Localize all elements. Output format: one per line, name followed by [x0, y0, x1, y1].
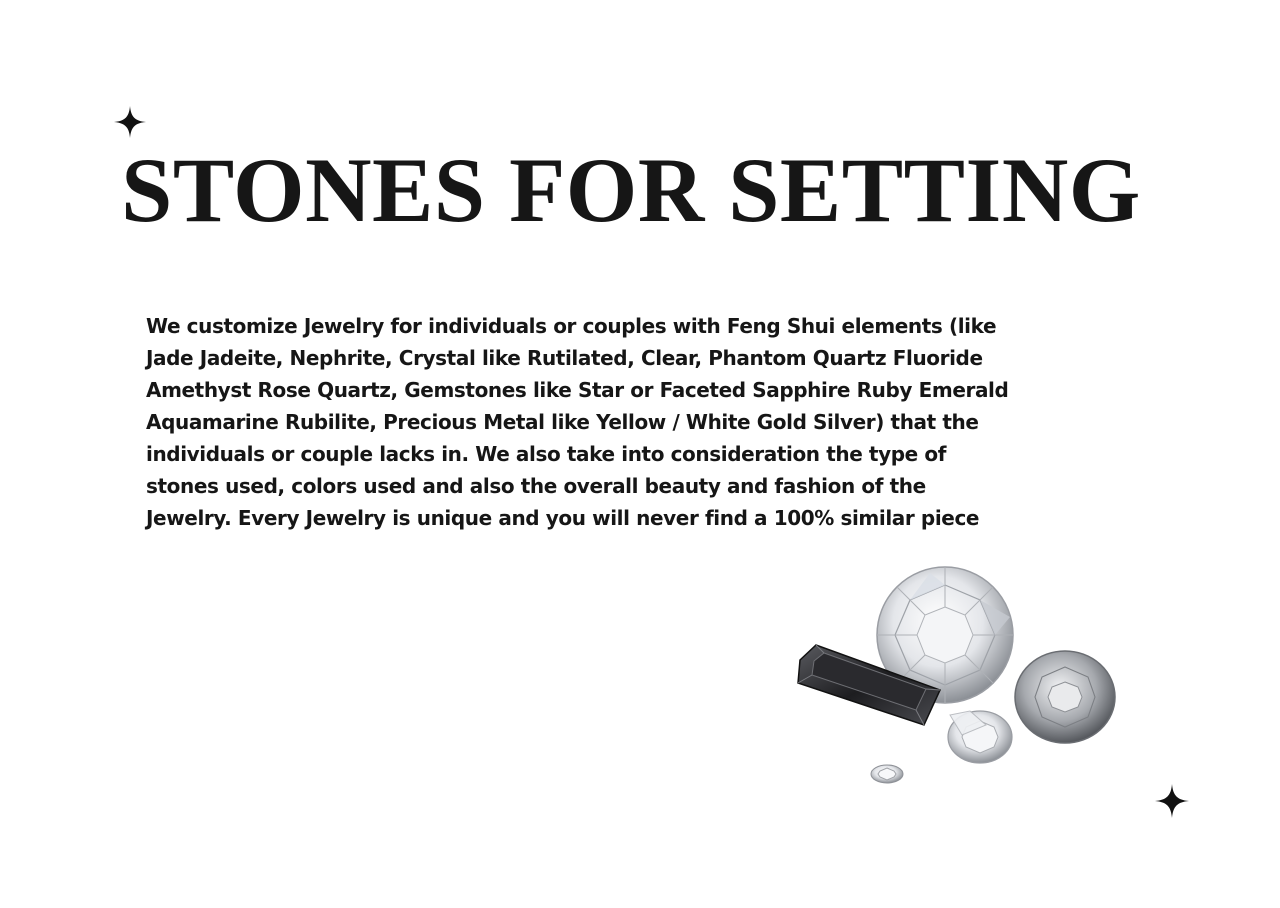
grey-round-stone [1015, 651, 1115, 743]
crystal-gemstones-image [790, 565, 1130, 795]
small-clear-crystal [948, 711, 1012, 763]
tiny-clear-crystal [871, 765, 903, 783]
page-title: STONES FOR SETTING [121, 139, 1141, 241]
body-paragraph: We customize Jewelry for individuals or couples with Feng Shui elements (like Jade Jadeite, Nephrite, Crystal like Rutilated, Clear, Phantom Quartz Fluoride Amethyst Rose Quartz, Gemstones like Star or Faceted Sapphire Ruby Emerald Aquamarine Rubilite, Precious Metal like Yellow / White Gold Silver) that the individuals or couple lacks in. We also take into consideration the type of stones used, colors used and also the overall beauty and fashion of the Jewelry. Every Jewelry is unique and you will never find a 100% similar piece [146, 314, 1009, 530]
sparkle-icon [1155, 784, 1189, 818]
sparkle-icon [114, 106, 146, 138]
